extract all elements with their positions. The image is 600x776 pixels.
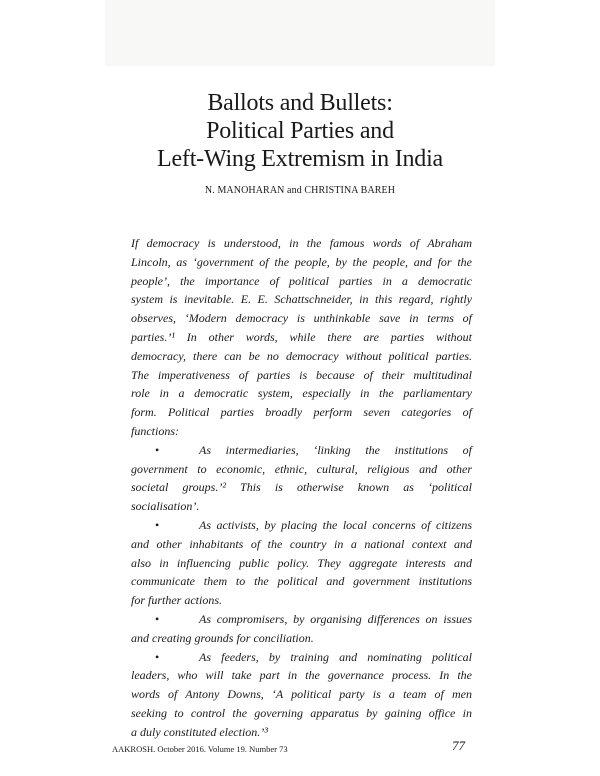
body-line: form. Political parties broadly perform seven categories of xyxy=(131,405,472,420)
article-authors: N. MANOHARAN and CHRISTINA BAREH xyxy=(204,185,396,196)
body-line: parties.’¹ In other words, while there are parties without xyxy=(131,329,472,344)
body-line: As feeders, by training and nominating political xyxy=(199,649,472,664)
bullet-item xyxy=(131,648,472,667)
body-line: and other inhabitants of the country in a national context and xyxy=(131,536,472,551)
bullet-item xyxy=(131,441,472,460)
body-line: As activists, by placing the local concerns of citizens xyxy=(199,517,472,532)
bullet-icon: • xyxy=(155,442,160,457)
bullet-item xyxy=(131,516,472,535)
body-line: As compromisers, by organising differences on issues xyxy=(199,611,472,626)
body-line: Lincoln, as ‘government of the people, by the people, and for the xyxy=(131,254,472,269)
body-line: role in a democratic system, especially in the parliamentary xyxy=(131,386,472,401)
bullet-icon: • xyxy=(155,649,160,664)
bullet-item xyxy=(131,610,472,629)
title-line: Left-Wing Extremism in India xyxy=(156,146,444,172)
body-line: observes, ‘Modern democracy is unthinkable save in terms of xyxy=(131,311,472,326)
body-line: If democracy is understood, in the famous words of Abraham xyxy=(131,236,472,250)
body-line: democracy, there can be no democracy without political parties. xyxy=(131,348,472,363)
body-line: also in influencing public policy. They aggregate interests and xyxy=(131,555,472,570)
article-title xyxy=(0,89,600,173)
title-line: Ballots and Bullets: xyxy=(207,90,393,116)
bullet-icon: • xyxy=(155,611,160,626)
body-line: communicate them to the political and government institutions xyxy=(131,574,472,589)
body-line: The imperativeness of parties is because of their multitudinal xyxy=(131,367,472,382)
title-line: Political Parties and xyxy=(206,118,394,144)
body-line: seeking to control the governing apparatus by gaining office in xyxy=(131,705,472,720)
body-line: people’, the importance of political parties in a democratic xyxy=(131,273,472,288)
body-line: words of Antony Downs, ‘A political party is a team of men xyxy=(131,687,472,702)
page-number: 77 xyxy=(452,738,465,753)
journal-citation: AAKROSH. October 2016. Volume 19. Number 73 xyxy=(112,744,288,754)
body-line: leaders, who will take part in the governance process. In the xyxy=(131,668,472,683)
body-line: socialisation’. xyxy=(131,499,200,514)
scan-shading xyxy=(105,0,495,66)
body-line: functions: xyxy=(131,423,179,438)
body-line: for further actions. xyxy=(131,593,223,608)
body-line: a duly constituted election.’³ xyxy=(131,724,268,739)
body-line: system is inevitable. E. E. Schattschneider, in this regard, rightly xyxy=(131,292,472,307)
body-line: government to economic, ethnic, cultural, religious and other xyxy=(131,461,472,476)
bullet-icon: • xyxy=(155,517,160,532)
article-body xyxy=(131,234,472,742)
body-line: As intermediaries, ‘linking the institutions of xyxy=(199,442,472,457)
body-line: societal groups.’² This is otherwise known as ‘political xyxy=(131,480,472,495)
body-line: and creating grounds for conciliation. xyxy=(131,630,314,645)
